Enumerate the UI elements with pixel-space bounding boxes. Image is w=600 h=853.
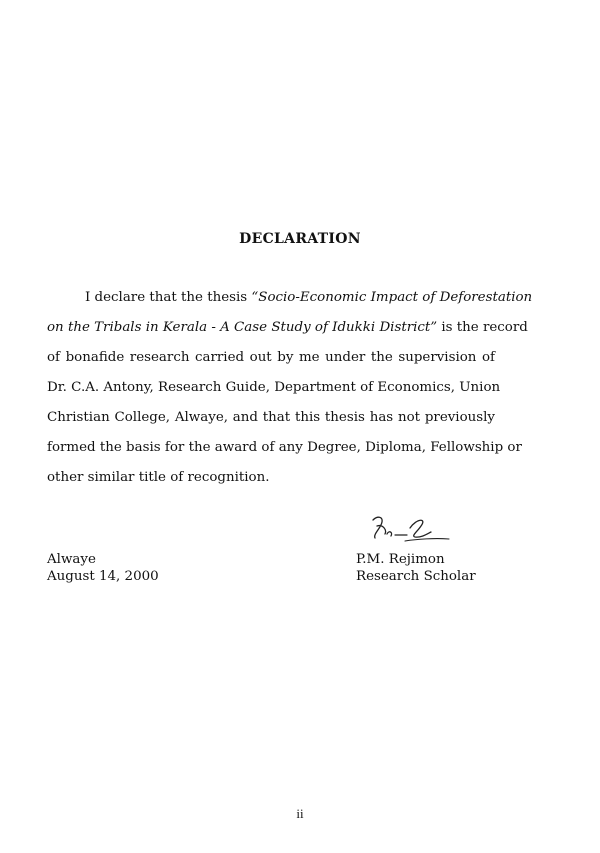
signatory-name: P.M. Rejimon [356, 552, 445, 567]
signature [365, 510, 455, 550]
page-title: DECLARATION [239, 231, 361, 247]
paragraph-line: Christian College, Alwaye, and that this thesis has not previously [47, 410, 495, 425]
paragraph-line: of bonafide research carried out by me under the supervision of [47, 350, 495, 365]
paragraph-line: formed the basis for the award of any Degree, Diploma, Fellowship or [47, 440, 522, 455]
place-date-block [47, 551, 159, 585]
paragraph-text: is the record [437, 320, 528, 335]
paragraph-line: other similar title of recognition. [47, 470, 270, 485]
thesis-title-text: on the Tribals in Kerala - A Case Study of Idukki District” [47, 320, 438, 335]
paragraph-line [47, 283, 533, 313]
declaration-paragraph [47, 283, 533, 493]
page-number: ii [296, 806, 304, 821]
signatory-block [356, 551, 476, 585]
thesis-title-text: “Socio-Economic Impact of Deforestation [251, 290, 533, 305]
paragraph-text: I declare that the thesis [85, 290, 252, 305]
date-text: August 14, 2000 [47, 569, 159, 584]
paragraph-line: Dr. C.A. Antony, Research Guide, Department of Economics, Union [47, 380, 501, 395]
paragraph-line [47, 313, 528, 343]
place-text: Alwaye [47, 552, 96, 567]
signatory-role: Research Scholar [356, 569, 476, 584]
